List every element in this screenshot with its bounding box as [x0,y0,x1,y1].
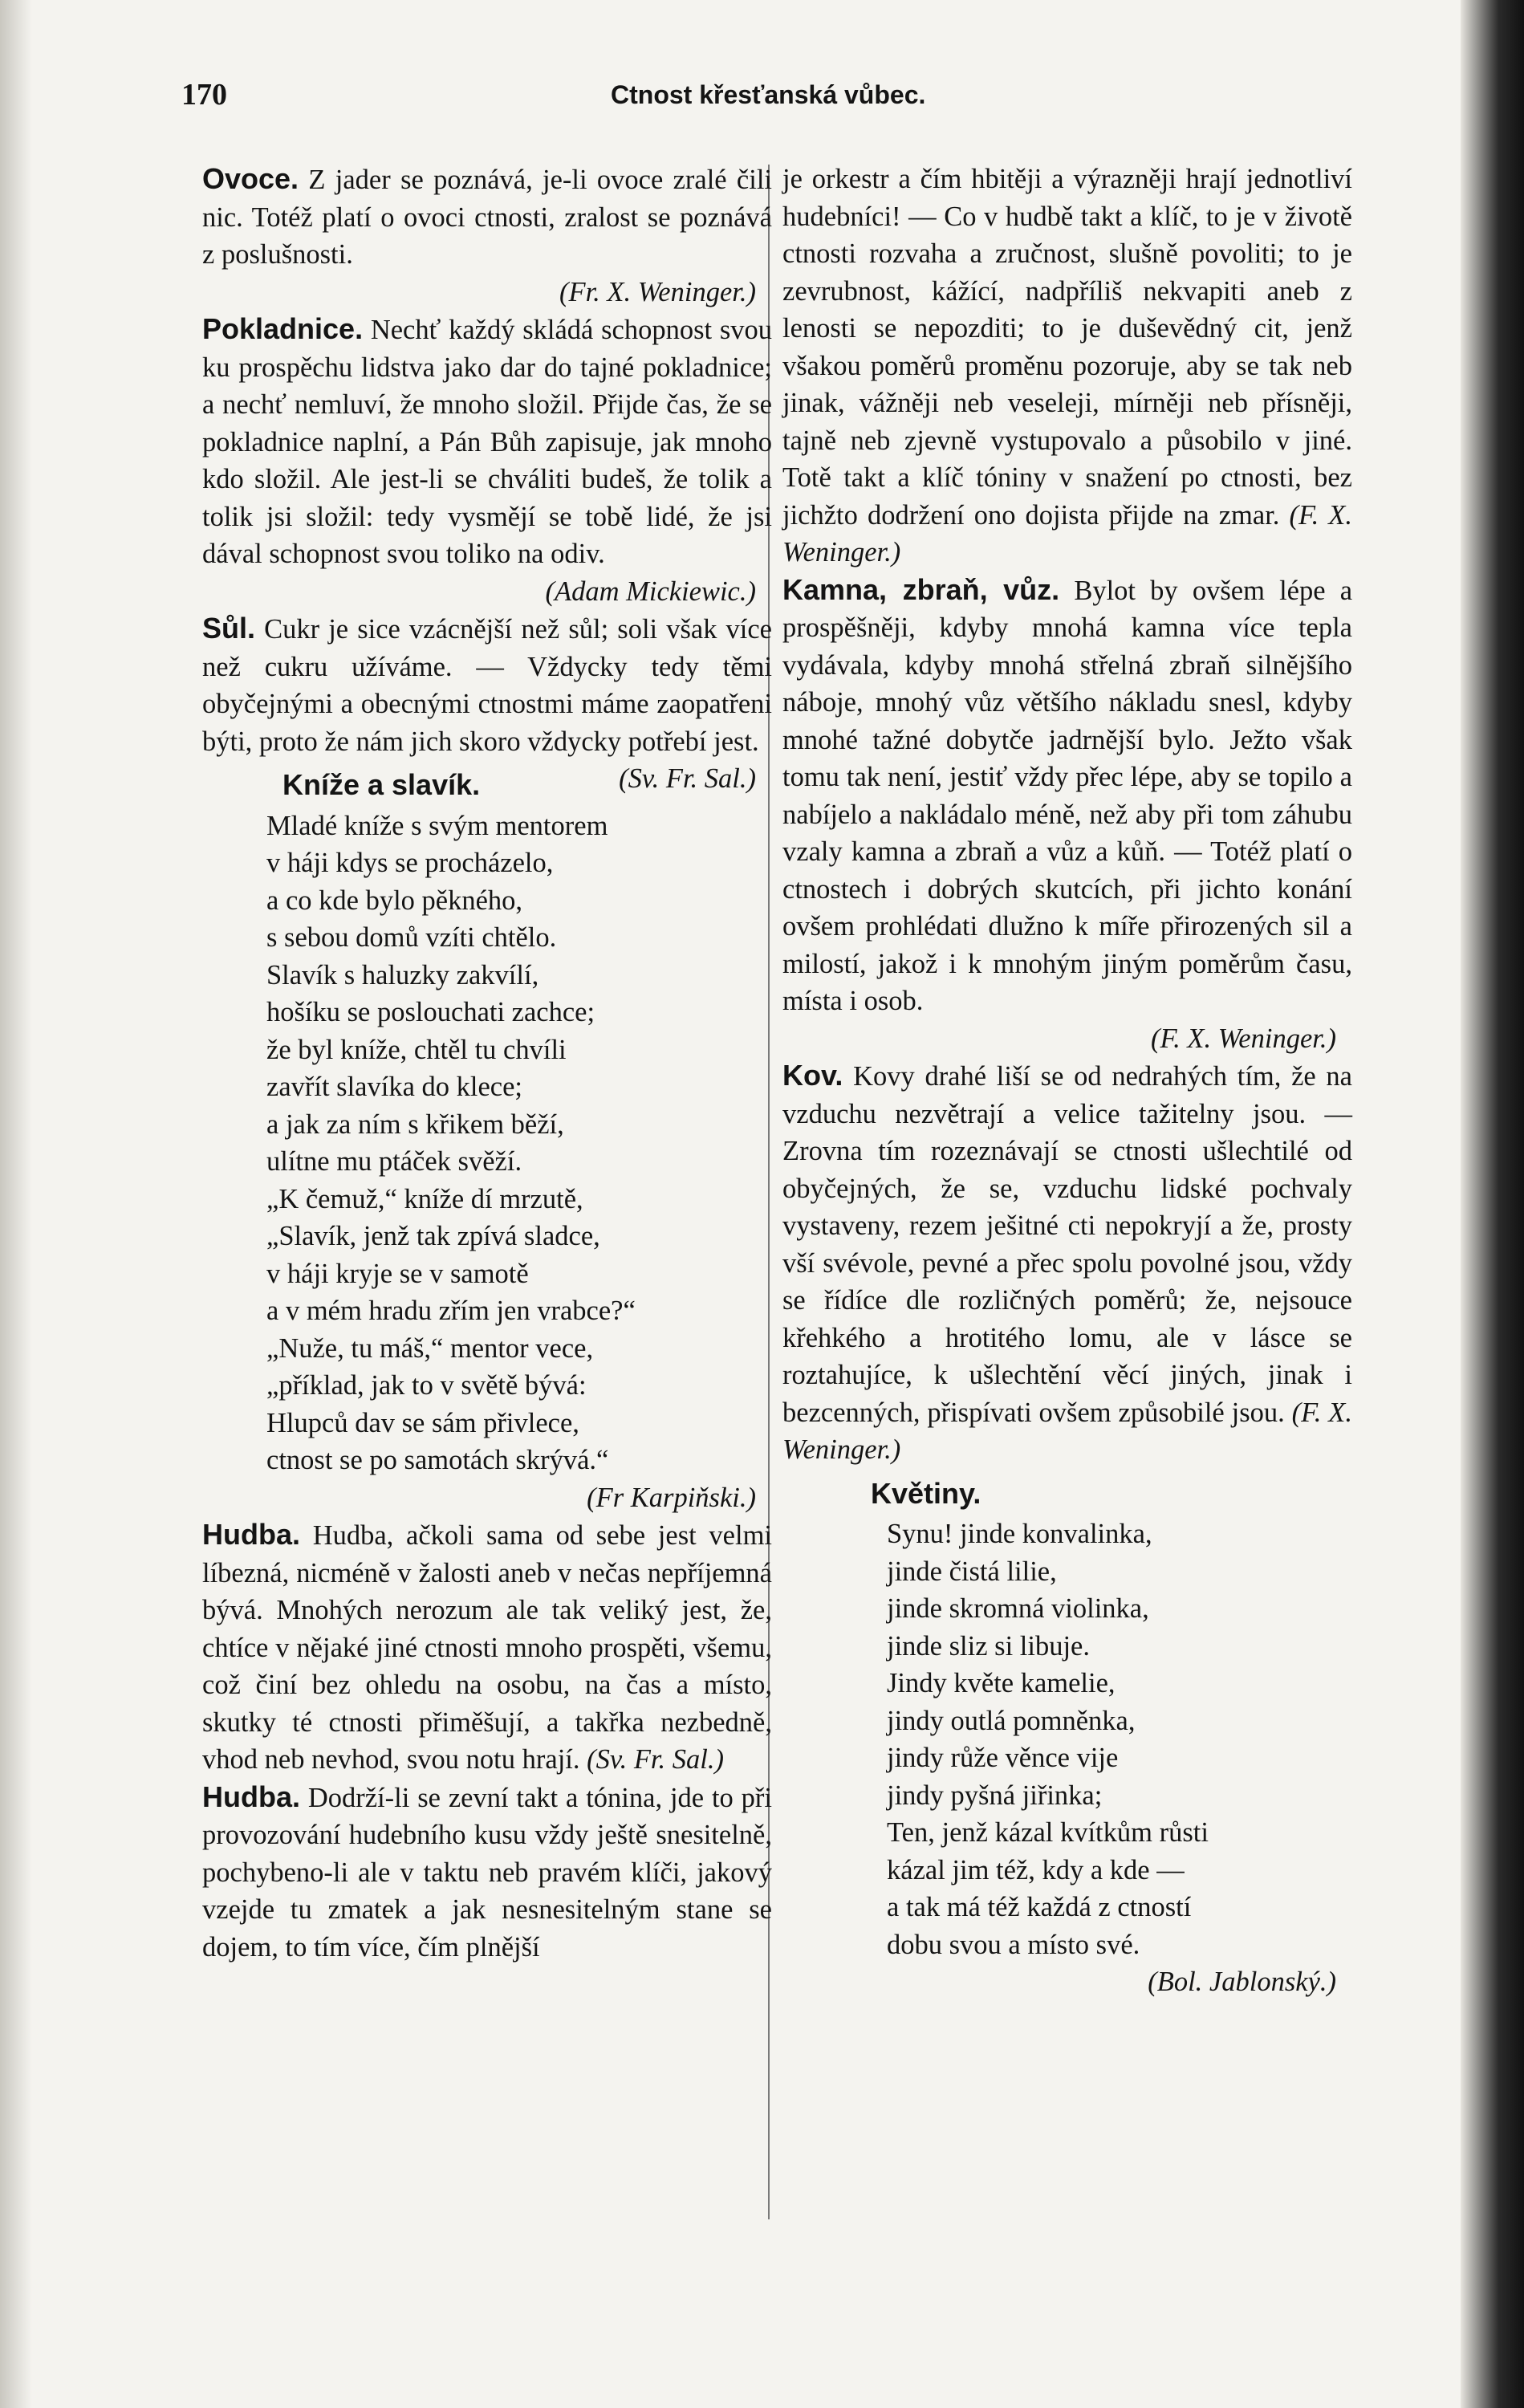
poem-line: hošíku se poslouchati zachce; [266,997,595,1027]
poem-line: Slavík s haluzky zakvílí, [266,959,539,990]
left-column [202,161,772,1966]
poem-line: jinde čistá lilie, [887,1556,1057,1587]
entry-text: Bylot by ovšem lépe a prospěšněji, kdyby mnohá kamna více tepla vydávala, kdyby mnohá střelná zbraň silnějšího náboje, mnohý vůz většího nákladu snesl, kdyby mnohé tažné dobytče jadrnější bylo. Ježto však tomu tak není, jestiť vždy přec lépe, aby se topilo a nabíjelo a nakládalo méně, než aby při tom záhubu vzaly kamna a zbraň a vůz a kůň. — Totéž platí o ctnostech i dobrých skutcích, při jichto konání ovšem prohlédati dlužno k míře přirozených sil a milostí, jakož i k mnohým jiným poměrům času, místa i osob. [782,575,1353,1016]
poem-line: Jindy květe kamelie, [887,1668,1116,1698]
poem-line: v háji kdys se procházelo, [266,848,554,878]
entry-text: Dodrží-li se zevní takt a tónina, jde to při provozování hudebního kusu vždy ještě snesitelně, pochybeno-li ale v taktu neb pravém klíči, jakový vzejde tu zmatek a jak nesnesitelným stane se dojem, to tím více, čím plnější [202,1782,772,1963]
entry-pokladnice [202,311,772,573]
poem-line: s sebou domů vzíti chtělo. [266,922,557,953]
poem-title: Květiny. [871,1476,981,1510]
poem-line: jindy pyšná jiřinka; [887,1780,1103,1811]
entry-heading: Kov. [782,1059,843,1092]
poem-line: zavřít slavíka do klece; [266,1072,522,1102]
poem-line: „Nuže, tu máš,“ mentor vece, [266,1332,594,1364]
entry-attribution: (Adam Mickiewic.) [545,576,756,607]
entry-hudba-2-continued [782,161,1352,571]
entry-attribution: (F. X. Weninger.) [782,1397,1352,1465]
entry-kov [782,1057,1352,1469]
poem-line: jindy outlá pomněnka, [887,1705,1136,1736]
entry-heading: Hudba. [202,1518,300,1551]
entry-kamna [782,571,1352,1020]
entry-attribution: (F. X. Weninger.) [782,499,1353,567]
poem-line: Hlupců dav se sám přivlece, [266,1407,579,1438]
entry-heading: Sůl. [202,612,256,645]
poem-line: a jak za ním s křikem běží, [266,1108,564,1140]
poem-line: jinde sliz si libuje. [887,1630,1090,1662]
entry-text: je orkestr a čím hbitěji a výrazněji hrají jednotliví hudebníci! — Co v hudbě takt a klíč, to je v životě ctnosti rozvaha a zručnost, slušně povoliti; to je zevrubnost, kážící, nadpříliš nekvapiti aneb z lenosti se nepozditi; to je duševědný cit, jenž všakou poměrů proměnu pozoruje, aby se tak neb jinak, vážněji neb veseleji, mírněji neb přísněji, tajně neb zjevně vystupovalo a působilo v jiné. Totě takt a klíč tóniny v snažení po ctnosti, bez jichžto dodržení ono dojista přijde na zmar. [782,164,1352,531]
poem-title: Kníže a slavík. [282,768,481,801]
entry-hudba-2 [202,1779,772,1967]
poem-line: „příklad, jak to v světě bývá: [266,1370,587,1401]
poem-attribution: (Bol. Jablonský.) [1148,1967,1336,1997]
poem-line: jindy růže věnce vije [887,1743,1119,1773]
entry-text: Kovy drahé liší se od nedrahých tím, že na vzduchu nezvětrají a velice tažitelny jsou. — Zrovna tím rozeznávají se ctnosti ušlechtilé od obyčejných, že se, vzduchu lidské pochvaly vystaveny, rezem ješitné cti nepokryjí a že, prosty vší svévole, pevné a přec spolu povolné jsou, vždy se řídíce dle rozličných poměrů; že, nejsouce křehkého a hrotitého lomu, ale v lásce se roztahujíce, k ušlechtění věcí jiných, jinak i bezcenných, přispívati ovšem způsobilé jsou. [782,1061,1352,1428]
entry-heading: Hudba. [202,1780,300,1813]
entry-attribution: (Fr. X. Weninger.) [559,276,756,307]
poem-line: Synu! jinde konvalinka, [887,1519,1152,1549]
poem-line: v háji kryje se v samotě [266,1258,529,1289]
entry-hudba-1 [202,1516,772,1779]
entry-attribution: (F. X. Weninger.) [1151,1023,1336,1054]
poem-line: Mladé kníže s svým mentorem [266,810,608,841]
poem-line: že byl kníže, chtěl tu chvíli [266,1034,567,1065]
running-title: Ctnost křesťanská vůbec. [611,80,926,109]
right-column [782,161,1352,2001]
poem-line: kázal jim též, kdy a kde — [887,1854,1185,1885]
entry-attribution: (Sv. Fr. Sal.) [587,1744,724,1775]
entry-text: Z jader se poznává, je-li ovoce zralé čili nic. Totéž platí o ovoci ctnosti, zralost se poznává z poslušnosti. [202,165,772,270]
entry-attribution: (Sv. Fr. Sal.) [619,763,756,794]
page-gutter-shadow [0,0,32,2408]
entry-text: Nechť každý skládá schopnost svou ku prospěchu lidstva jako dar do tajné pokladnice; a nechť nemluví, že mnoho složil. Přijde čas, že se pokladnice naplní, a Pán Bůh zapisuje, jak mnoho kdo složil. Ale jest-li se chváliti budeš, že tolik a tolik jsi složil: tedy vysmějí se tobě lidé, že jsi dával schopnost svou toliko na odiv. [202,315,773,569]
page-number: 170 [181,78,227,112]
poem-line: „K čemuž,“ kníže dí mrzutě, [266,1183,583,1214]
poem-knize-a-slavik [266,807,772,1479]
poem-line: ctnost se po samotách skrývá.“ [266,1445,609,1475]
entry-heading: Kamna, zbraň, vůz. [782,572,1060,606]
poem-line: a co kde bylo pěkného, [266,885,523,916]
poem-line: a v mém hradu zřím jen vrabce?“ [266,1296,636,1326]
poem-line: a tak má též každá z ctností [887,1892,1192,1922]
entry-ovoce [202,161,772,274]
entry-text: Cukr je sice vzácnější než sůl; soli však více než cukru užíváme. — Vždycky tedy těmi obyčejnými a obecnými ctnostmi máme zaopatřeni býti, proto že nám jich skoro vždycky potřebí jest. [202,614,772,757]
poem-kvetiny [887,1515,1352,1963]
poem-line: dobu svou a místo své. [887,1929,1140,1960]
page-header [181,77,1401,112]
poem-attribution: (Fr Karpiňski.) [587,1482,756,1513]
poem-line: Ten, jenž kázal kvítkům růsti [887,1817,1209,1848]
poem-line: ulítne mu ptáček svěží. [266,1146,522,1177]
poem-line: jinde skromná violinka, [887,1593,1149,1624]
entry-heading: Pokladnice. [202,312,364,345]
entry-heading: Ovoce. [202,162,299,195]
poem-line: „Slavík, jenž tak zpívá sladce, [266,1221,600,1251]
entry-text: Hudba, ačkoli sama od sebe jest velmi líbezná, nicméně v žalosti aneb v nečas nepříjemná bývá. Mnohých nerozum ale tak veliký jest, že, chtíce v nějaké jiné ctnosti mnoho prospěti, všemu, což činí bez ohledu na osobu, na čas a místo, skutky té ctnosti přiměšují, a takřka nezbedně, vhod neb nevhod, svou notu hrají. [202,1520,772,1775]
page-edge [1461,0,1524,2408]
